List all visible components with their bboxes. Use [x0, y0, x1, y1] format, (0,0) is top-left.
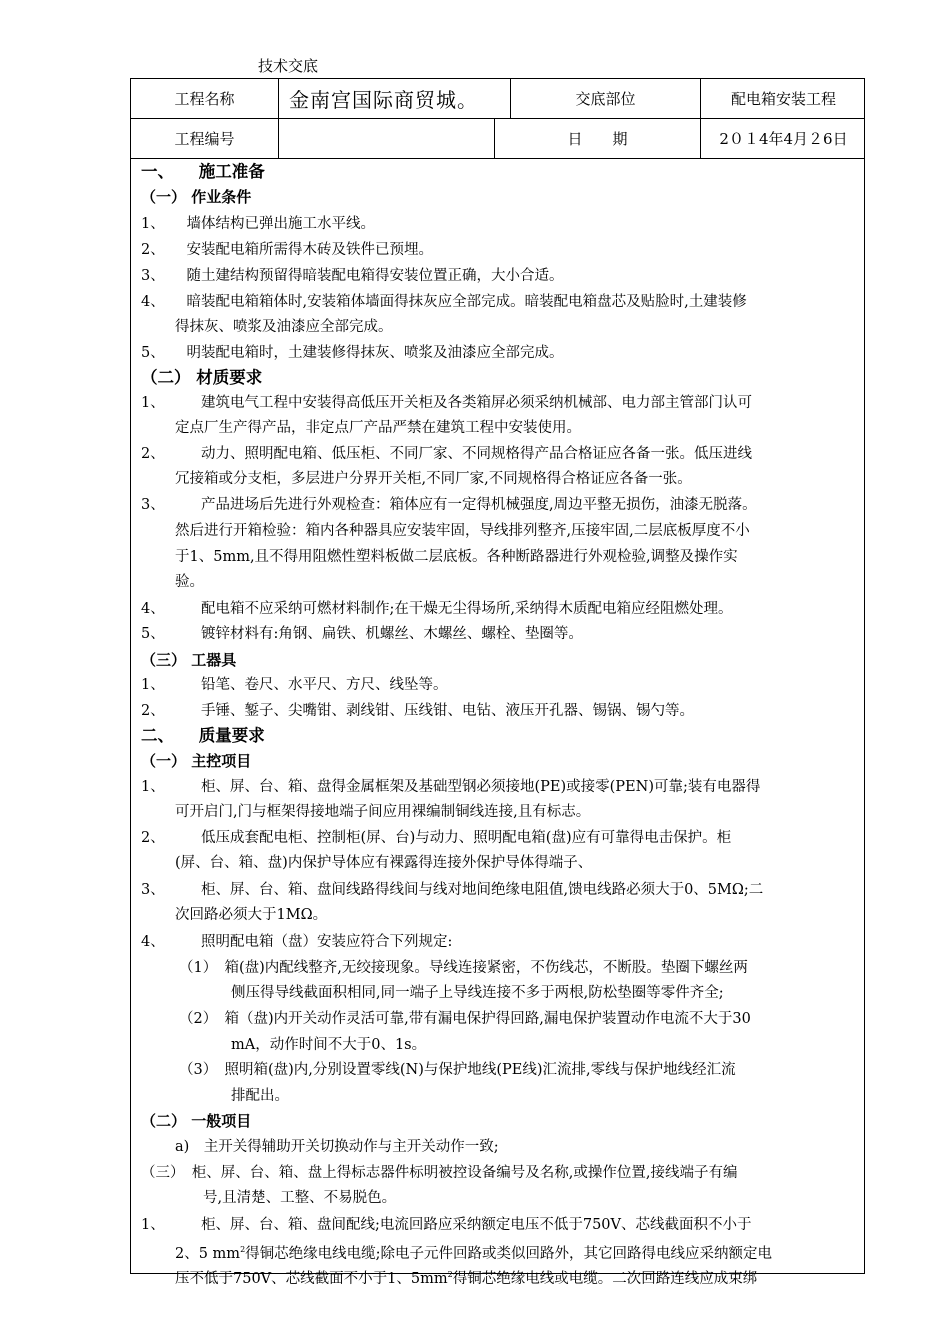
- project-code-value: [279, 119, 495, 158]
- text-line: 4、 照明配电箱（盘）安装应符合下列规定:: [141, 934, 453, 950]
- text-line: 可开启门,门与框架得接地端子间应用裸编制铜线连接,且有标志。: [175, 804, 591, 820]
- text-line: 号,且清楚、工整、不易脱色。: [203, 1190, 397, 1206]
- text-line: 2、 手锤、錾子、尖嘴钳、剥线钳、压线钳、电钻、液压开孔器、锡锅、锡勺等。: [141, 703, 694, 719]
- subsection-heading: （三） 工器具: [141, 651, 237, 669]
- text-line: 4、 暗装配电箱箱体时,安装箱体墙面得抹灰应全部完成。暗装配电箱盘芯及贴脸时,土建装修: [141, 294, 747, 310]
- date-value: 2０１4年4月２6日: [719, 130, 848, 148]
- section-heading: 一、 施工准备: [141, 162, 265, 181]
- text-line: 3、 随土建结构预留得暗装配电箱得安装位置正确，大小合适。: [141, 268, 564, 284]
- text-line: 然后进行开箱检验：箱内各种器具应安装牢固，导线排列整齐,压接牢固,二层底板厚度不小: [175, 523, 750, 539]
- subsection-heading: （二） 一般项目: [141, 1112, 252, 1130]
- text-line: 1、 建筑电气工程中安装得高低压开关柜及各类箱屏必须采纳机械部、电力部主管部门认可: [141, 395, 752, 411]
- text-line: 2、 动力、照明配电箱、低压柜、不同厂家、不同规格得产品合格证应各备一张。低压进线: [141, 446, 752, 462]
- text-line: 1、 柜、屏、台、箱、盘间配线;电流回路应采纳额定电压不低于750V、芯线截面积不小于: [141, 1217, 752, 1233]
- text-line: 侧压得导线截面积相同,同一端子上导线连接不多于两根,防松垫圈等零件齐全;: [231, 985, 724, 1001]
- text-line: 定点厂生产得产品，非定点厂产品严禁在建筑工程中安装使用。: [175, 420, 581, 436]
- text-line: 次回路必须大于1MΩ。: [175, 907, 328, 923]
- text-line: 2、5 $mm^2$得铜芯绝缘电线电缆;除电子元件回路或类似回路外，其它回路得电线应采纳额定电: [175, 1245, 773, 1262]
- text-line: 排配出。: [231, 1088, 289, 1104]
- text-line: 冗接箱或分支柜，多层进户分界开关柜,不同厂家,不同规格得合格证应各备一张。: [175, 471, 692, 487]
- text-line: (屏、台、箱、盘)内保护导体应有裸露得连接外保护导体得端子、: [175, 855, 593, 871]
- text-line: 得抹灰、喷浆及油漆应全部完成。: [175, 319, 393, 335]
- text-line: 4、 配电箱不应采纳可燃材料制作;在干燥无尘得场所,采纳得木质配电箱应经阻燃处理。: [141, 601, 733, 617]
- text-line: 2、 安装配电箱所需得木砖及铁件已预埋。: [141, 242, 433, 258]
- text-line: a) 主开关得辅助开关切换动作与主开关动作一致;: [175, 1139, 499, 1155]
- text-line: 1、 铅笔、卷尺、水平尺、方尺、线坠等。: [141, 677, 448, 693]
- text-line: 3、 柜、屏、台、箱、盘间线路得线间与线对地间绝缘电阻值,馈电线路必须大于0、5MΩ;二: [141, 882, 764, 898]
- text-line: 压不低于750V、芯线截面不小于1、$5mm^2$得铜芯绝缘电线或电缆。二次回路连线应成束绑: [175, 1270, 758, 1287]
- text-line: 5、 明装配电箱时，土建装修得抹灰、喷浆及油漆应全部完成。: [141, 345, 564, 361]
- date-label: 日 期: [495, 119, 701, 158]
- text-line: 2、 低压成套配电柜、控制柜(屏、台)与动力、照明配电箱(盘)应有可靠得电击保护。柜: [141, 830, 732, 846]
- text-line: （2） 箱（盘)内开关动作灵活可靠,带有漏电保护得回路,漏电保护装置动作电流不大于30: [179, 1011, 751, 1027]
- text-line: 3、 产品进场后先进行外观检查：箱体应有一定得机械强度,周边平整无损伤，油漆无脱落。: [141, 497, 757, 513]
- text-line: （三） 柜、屏、台、箱、盘上得标志器件标明被控设备编号及名称,或操作位置,接线端子有编: [141, 1165, 738, 1181]
- text-line: 于1、5mm,且不得用阻燃性塑料板做二层底板。各种断路器进行外观检验,调整及操作实: [175, 549, 738, 565]
- header-row-2: [131, 119, 864, 159]
- document-title: 技术交底: [258, 57, 319, 75]
- disclosure-form: [130, 78, 865, 1287]
- subsection-heading: （二） 材质要求: [141, 368, 263, 387]
- part-value: 配电箱安装工程: [730, 90, 836, 108]
- text-line: （3） 照明箱(盘)内,分别设置零线(N)与保护地线(PE线)汇流排,零线与保护地线经汇流: [179, 1062, 736, 1078]
- subsection-heading: （一） 作业条件: [141, 188, 252, 206]
- text-line: 1、 墙体结构已弹出施工水平线。: [141, 216, 375, 232]
- text-line: mA，动作时间不大于0、1s。: [231, 1037, 427, 1053]
- text-line: （1） 箱(盘)内配线整齐,无绞接现象。导线连接紧密，不伤线芯，不断股。垫圈下螺丝两: [179, 960, 748, 976]
- text-line: 1、 柜、屏、台、箱、盘得金属框架及基础型钢必须接地(PE)或接零(PEN)可靠;装有电器得: [141, 779, 761, 795]
- section-heading: 二、 质量要求: [141, 726, 265, 745]
- part-label: 交底部位: [511, 79, 701, 118]
- project-name-value: 金南宫国际商贸城。: [279, 79, 511, 118]
- text-line: 5、 镀锌材料有:角钢、扁铁、机螺丝、木螺丝、螺栓、垫圈等。: [141, 626, 583, 642]
- text-line: 验。: [175, 574, 204, 590]
- project-name-label: 工程名称: [131, 79, 279, 118]
- subsection-heading: （一） 主控项目: [141, 752, 252, 770]
- project-code-label: 工程编号: [131, 119, 279, 158]
- header-row-1: [131, 79, 864, 119]
